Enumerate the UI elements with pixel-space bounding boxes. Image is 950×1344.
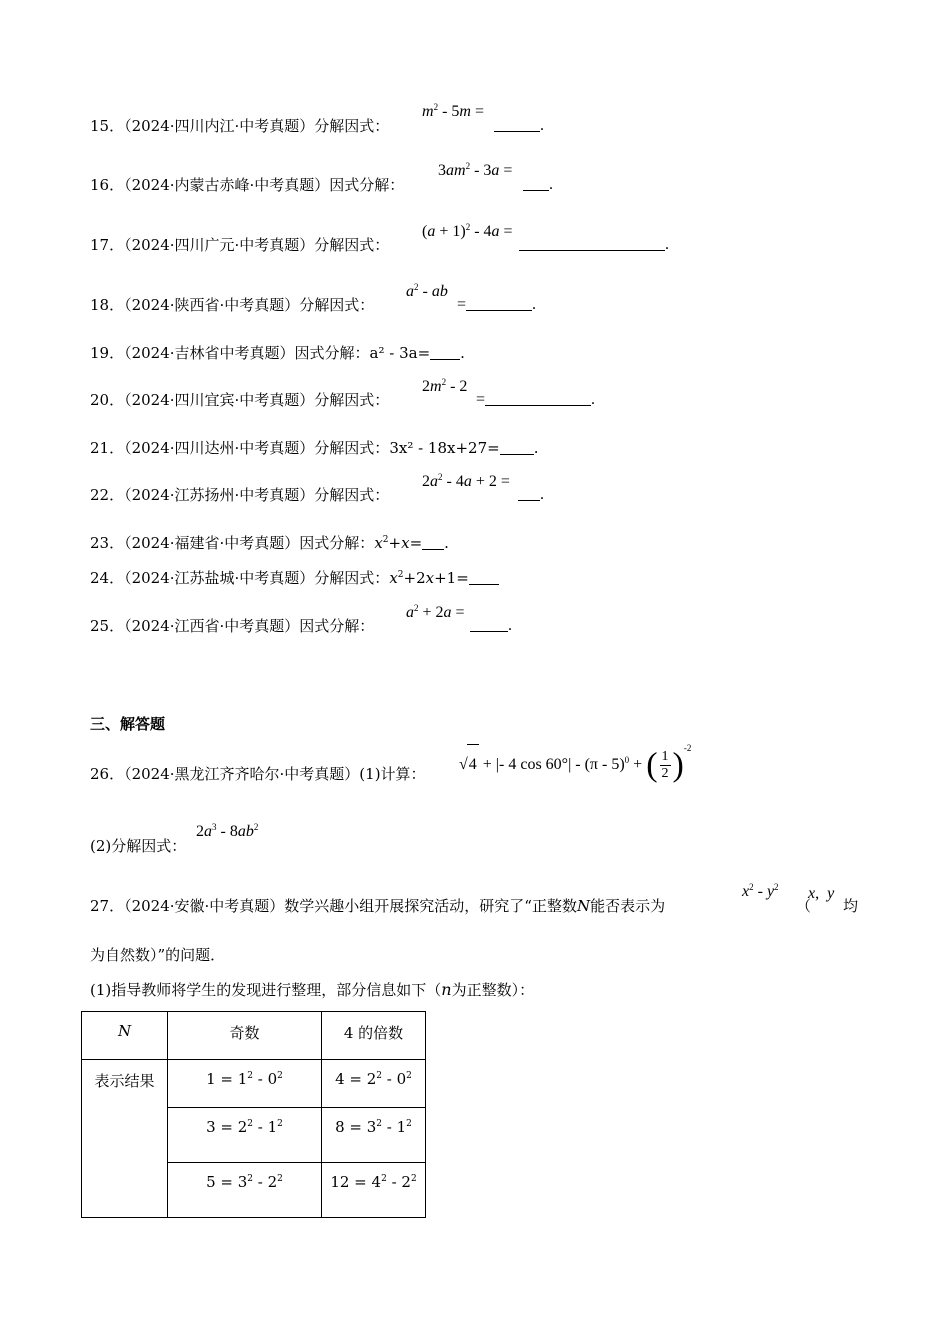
problem-15: 15．（2024·四川内江·中考真题）分解因式： xyxy=(90,117,390,135)
problem-17-expression: $(a + 1)^2 - 4a$ = xyxy=(422,222,513,240)
problem-24: 24．（2024·江苏盐城·中考真题）分解因式：$x^2+2x+1=$ xyxy=(90,568,499,588)
table-cell: $12 = 4^2 - 2^2$ xyxy=(322,1163,426,1218)
problem-18: 18．（2024·陕西省·中考真题）分解因式： xyxy=(90,296,375,314)
problem-26-part2-expression: $2a^3 - 8ab^2$ xyxy=(196,822,259,840)
problem-18-expression: $a^2$ - ab xyxy=(406,282,448,300)
section-title: 三、解答题 xyxy=(90,715,166,733)
problem-26-expression: √4 + |- 4 cos 60°| - (π - 5)$^0$ + ( $\frac{1}{2}$ )$^{-2}$ xyxy=(459,743,692,784)
problem-27-variables: x, y xyxy=(808,885,835,902)
problem-21: 21．（2024·四川达州·中考真题）分解因式：3x² - 18x+27= . xyxy=(90,439,539,457)
problem-18-blank: = . xyxy=(457,296,537,313)
problem-20: 20．（2024·四川宜宾·中考真题）分解因式： xyxy=(90,391,390,409)
table-header-multiple-of-4: 4 的倍数 xyxy=(322,1012,426,1060)
problem-15-blank: . xyxy=(494,116,544,136)
problem-17-blank: . xyxy=(519,235,669,255)
problem-27-paren: （ xyxy=(796,897,812,915)
problem-25-blank: . xyxy=(470,616,512,636)
problem-15-expression: $m^2 - 5m$ = xyxy=(422,102,484,120)
table-cell: $8 = 3^2 - 1^2$ xyxy=(322,1108,426,1163)
problem-25: 25．（2024·江西省·中考真题）因式分解： xyxy=(90,617,375,635)
problem-27-line1: 27．（2024·安徽·中考真题）数学兴趣小组开展探究活动，研究了“正整数N能否表示为 xyxy=(90,897,666,915)
problem-23: 23．（2024·福建省·中考真题）因式分解：$x^2+x=$ . xyxy=(90,534,449,552)
table-cell: $5 = 3^2 - 2^2$ xyxy=(168,1163,322,1218)
problem-26: 26．（2024·黑龙江齐齐哈尔·中考真题）(1)计算： xyxy=(90,765,426,783)
problem-25-expression: $a^2 + 2a$ = xyxy=(406,603,465,621)
problem-27-line2: 为自然数）”的问题． xyxy=(90,946,226,964)
table-cell: $1 = 1^2 - 0^2$ xyxy=(168,1060,322,1108)
table-header-odd: 奇数 xyxy=(168,1012,322,1060)
problem-22-blank: . xyxy=(518,485,544,505)
problem-27-expression: $x^2 - y^2$ xyxy=(742,882,779,900)
problem-27-line1-end: 均 xyxy=(843,897,859,915)
table-cell: $4 = 2^2 - 0^2$ xyxy=(322,1060,426,1108)
problem-27-part1: (1)指导教师将学生的发现进行整理，部分信息如下（n为正整数）： xyxy=(90,980,535,999)
problem-16: 16．（2024·内蒙古赤峰·中考真题）因式分解： xyxy=(90,176,405,194)
problem-22: 22．（2024·江苏扬州·中考真题）分解因式： xyxy=(90,486,390,504)
problem-26-part2: (2)分解因式： xyxy=(90,837,187,855)
table-cell: $3 = 2^2 - 1^2$ xyxy=(168,1108,322,1163)
table-row-label: 表示结果 xyxy=(82,1060,168,1218)
problem-17: 17．（2024·四川广元·中考真题）分解因式： xyxy=(90,236,390,254)
problem-19: 19．（2024·吉林省中考真题）因式分解：a² - 3a= . xyxy=(90,344,465,362)
problem-20-blank: = . xyxy=(476,391,596,408)
representation-table xyxy=(81,1011,426,1218)
problem-16-blank: . xyxy=(523,175,553,195)
problem-16-expression: $3am^2 - 3a$ = xyxy=(438,161,513,179)
table-header-n: N xyxy=(82,1012,168,1060)
problem-20-expression: $2m^2 - 2$ xyxy=(422,377,468,395)
problem-22-expression: $2a^2 - 4a + 2$ = xyxy=(422,472,510,490)
